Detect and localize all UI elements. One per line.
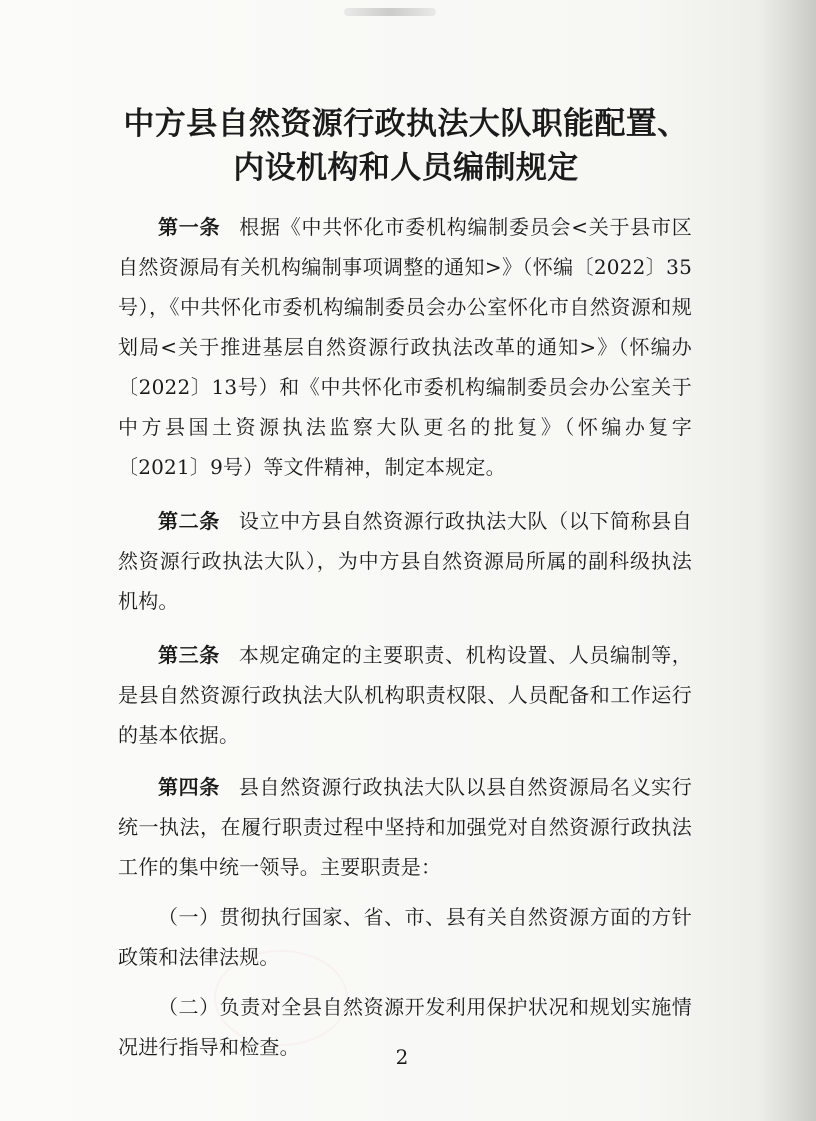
scan-mark [344, 8, 436, 16]
article-2-text: 设立中方县自然资源行政执法大队（以下简称县自然资源行政执法大队），为中方县自然资源局所属的副科级执法机构。 [118, 509, 692, 613]
article-1-paragraph [118, 207, 692, 487]
article-3-text: 本规定确定的主要职责、机构设置、人员编制等，是县自然资源行政执法大队机构职责权限、人员配备和工作运行的基本依据。 [118, 643, 692, 747]
article-2-paragraph [118, 501, 692, 621]
document-title-line-1: 中方县自然资源行政执法大队职能配置、 [123, 106, 689, 142]
article-3-paragraph [118, 635, 692, 755]
document-title [96, 102, 716, 190]
page-number: 2 [395, 1045, 409, 1069]
article-4-paragraph [118, 767, 692, 887]
article-1-heading: 第一条 [158, 215, 221, 239]
document-title-line-2: 内设机构和人员编制规定 [233, 150, 579, 186]
document-body [118, 207, 692, 1067]
page-edge-shadow [760, 0, 816, 1121]
article-4-heading: 第四条 [158, 775, 220, 799]
article-3-heading: 第三条 [158, 643, 220, 667]
duty-item-1-text: （一）贯彻执行国家、省、市、县有关自然资源方面的方针政策和法律法规。 [118, 905, 692, 969]
article-1-text: 根据《中共怀化市委机构编制委员会<关于县市区自然资源局有关机构编制事项调整的通知>》（怀编〔2022〕35号），《中共怀化市委机构编制委员会办公室怀化市自然资源和规划局<关于推进基层自然资源行政执法改革的通知>》（怀编办〔2022〕13号）和《中共怀化市委机构编制委员会办公室关于中方县国土资源执法监察大队更名的批复》（怀编办复字〔2021〕9号）等文件精神，制定本规定。 [118, 215, 692, 479]
article-2-heading: 第二条 [158, 509, 220, 533]
article-4-text: 县自然资源行政执法大队以县自然资源局名义实行统一执法，在履行职责过程中坚持和加强党对自然资源行政执法工作的集中统一领导。主要职责是： [118, 775, 692, 879]
duty-item-1 [118, 897, 692, 977]
duty-item-2-text: （二）负责对全县自然资源开发利用保护状况和规划实施情况进行指导和检查。 [118, 995, 692, 1059]
